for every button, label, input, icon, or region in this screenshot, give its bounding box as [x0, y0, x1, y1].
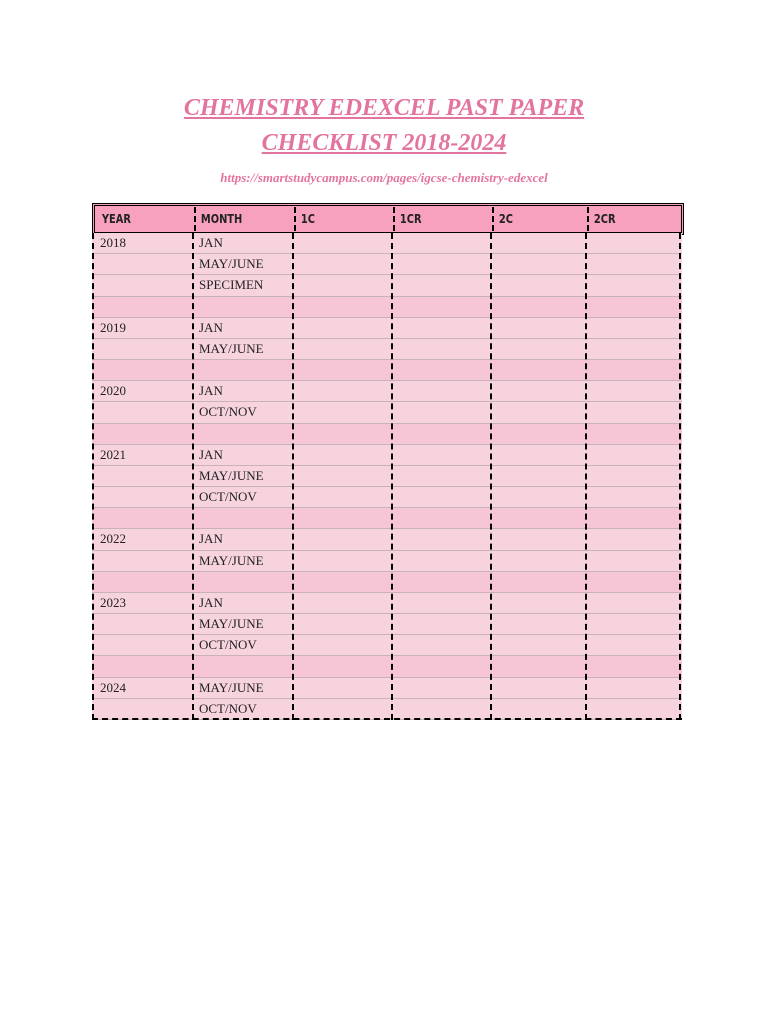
month-cell: JAN — [199, 446, 223, 462]
month-cell: OCT/NOV — [199, 637, 257, 653]
column-divider — [391, 233, 393, 720]
table-header — [92, 203, 684, 235]
table-border-right — [679, 233, 681, 720]
month-cell: JAN — [199, 235, 223, 250]
table-border-bottom — [92, 718, 682, 720]
table-row — [92, 445, 682, 466]
table-row — [92, 551, 682, 572]
year-cell: 2019 — [100, 319, 126, 335]
table-row — [92, 529, 682, 550]
table-row — [92, 487, 682, 508]
table-row — [92, 297, 682, 318]
table-border-left — [92, 233, 94, 720]
column-header-1c: 1C — [300, 212, 315, 226]
column-header-1cr: 1CR — [399, 212, 422, 226]
month-cell: MAY/JUNE — [199, 616, 264, 632]
table-row — [92, 360, 682, 381]
table-row — [92, 402, 682, 423]
month-cell: MAY/JUNE — [199, 679, 264, 695]
month-cell: MAY/JUNE — [199, 467, 264, 483]
column-header-year: YEAR — [101, 212, 131, 226]
month-cell: OCT/NOV — [199, 700, 257, 716]
year-cell: 2018 — [100, 235, 126, 250]
month-cell: OCT/NOV — [199, 489, 257, 505]
table-row — [92, 275, 682, 296]
month-cell: JAN — [199, 383, 223, 399]
table-row — [92, 466, 682, 487]
table-row — [92, 678, 682, 699]
month-cell: JAN — [199, 594, 223, 610]
month-cell: OCT/NOV — [199, 404, 257, 420]
column-header-2c: 2C — [498, 212, 513, 226]
page-title-line-2: CHECKLIST 2018-2024 — [261, 130, 507, 156]
table-row — [92, 635, 682, 656]
table-row — [92, 318, 682, 339]
page-title-line-1: CHEMISTRY EDEXCEL PAST PAPER — [183, 95, 585, 121]
table-row — [92, 656, 682, 677]
year-cell: 2022 — [100, 531, 126, 547]
table-row — [92, 339, 682, 360]
month-cell: JAN — [199, 531, 223, 547]
table-row — [92, 424, 682, 445]
column-divider — [192, 233, 194, 720]
month-cell: MAY/JUNE — [199, 552, 264, 568]
month-cell: MAY/JUNE — [199, 340, 264, 356]
table-row — [92, 699, 682, 720]
source-url[interactable]: https://smartstudycampus.com/pages/igcse-chemistry-edexcel — [220, 170, 548, 185]
year-cell: 2021 — [100, 446, 126, 462]
table-row — [92, 233, 682, 254]
table-row — [92, 593, 682, 614]
table-row — [92, 508, 682, 529]
month-cell: SPECIMEN — [199, 277, 264, 293]
column-header-month: MONTH — [200, 212, 243, 226]
year-cell: 2023 — [100, 594, 126, 610]
table-row — [92, 381, 682, 402]
table-row — [92, 614, 682, 635]
year-cell: 2024 — [100, 679, 126, 695]
month-cell: JAN — [199, 319, 223, 335]
column-divider — [490, 233, 492, 720]
column-divider — [585, 233, 587, 720]
table-row — [92, 254, 682, 275]
checklist-table — [92, 233, 682, 720]
year-cell: 2020 — [100, 383, 126, 399]
month-cell: MAY/JUNE — [199, 256, 264, 272]
column-header-2cr: 2CR — [593, 212, 616, 226]
table-row — [92, 572, 682, 593]
column-divider — [292, 233, 294, 720]
